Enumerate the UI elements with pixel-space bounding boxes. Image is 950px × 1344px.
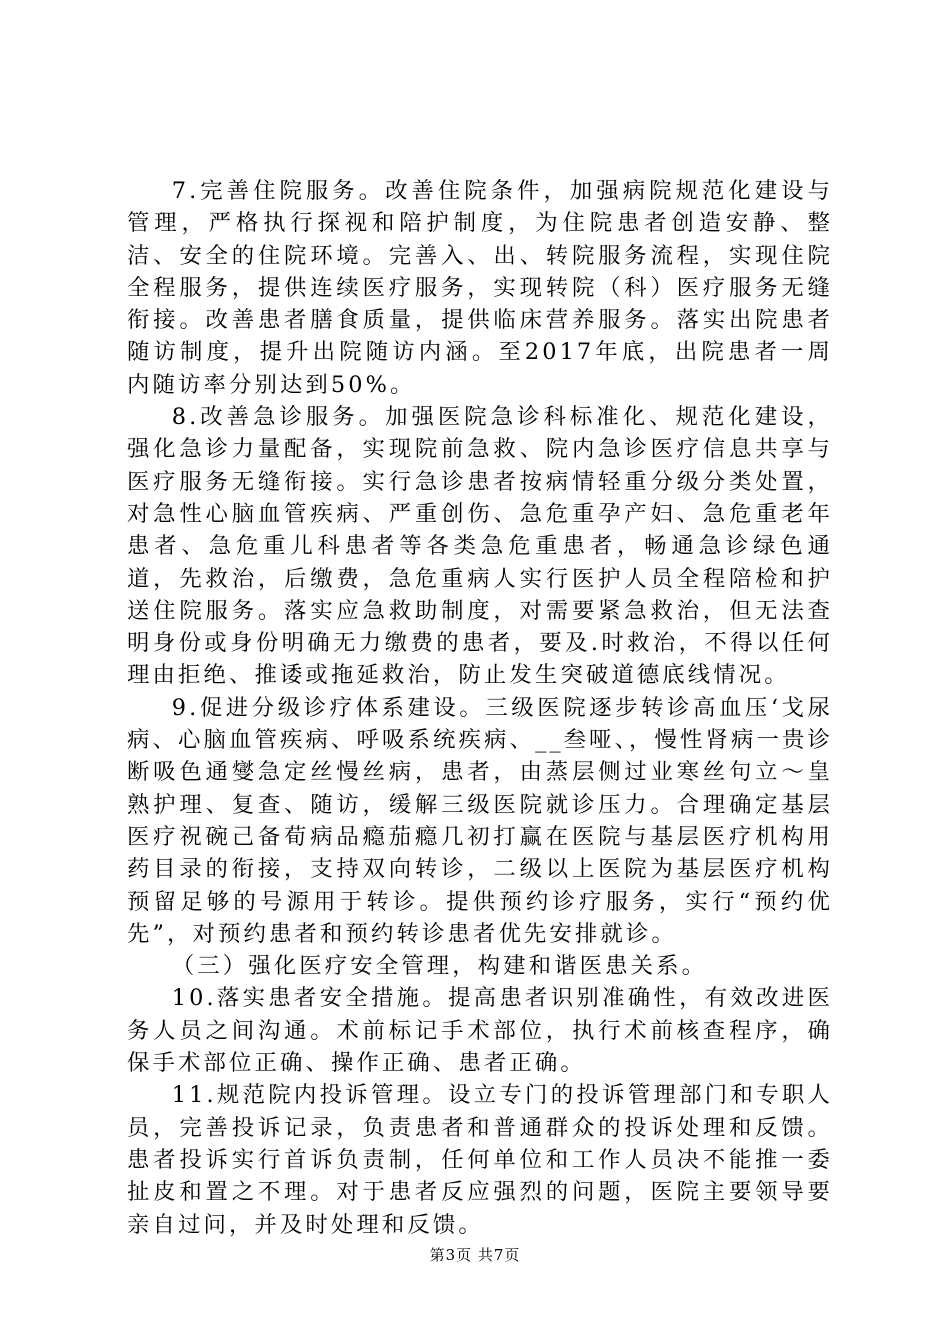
page-footer: 第3页 共7页 [429, 1246, 521, 1264]
paragraph-inpatient-service: 7.完善住院服务。改善住院条件，加强病院规范化建设与管理，严格执行探视和陪护制度，为住院患者创造安静、整洁、安全的住院环境。完善入、出、转院服务流程，实现住院全程服务，提供连续医疗服务，实现转院（科）医疗服务无缝衔接。改善患者膳食质量，提供临床营养服务。落实出院患者随访制度，提升出院随访内涵。至2017年底，出院患者一周内随访率分别达到50%。 [127, 178, 833, 398]
paragraph-patient-safety: 10.落实患者安全措施。提高患者识别准确性，有效改进医务人员之间沟通。术前标记手术部位，执行术前核查程序，确保手术部位正确、操作正确、患者正确。 [127, 985, 833, 1077]
document-body [127, 175, 833, 1241]
paragraph-emergency-service: 8.改善急诊服务。加强医院急诊科标准化、规范化建设，强化急诊力量配备，实现院前急救、院内急诊医疗信息共享与医疗服务无缝衔接。实行急诊患者按病情轻重分级分类处置，对急性心脑血管疾病、严重创伤、急危重孕产妇、急危重老年患者、急危重儿科患者等各类急危重患者，畅通急诊绿色通道，先救治，后缴费，急危重病人实行医护人员全程陪检和护送住院服务。落实应急救助制度，对需要紧急救治，但无法查明身份或身份明确无力缴费的患者，要及.时救治，不得以任何理由拒绝、推诿或拖延救治，防止发生突破道德底线情况。 [127, 404, 833, 689]
section-heading-medical-safety: （三）强化医疗安全管理，构建和谐医患关系。 [171, 953, 708, 980]
paragraph-complaint-management: 11.规范院内投诉管理。设立专门的投诉管理部门和专职人员，完善投诉记录，负责患者和普通群众的投诉处理和反馈。患者投诉实行首诉负责制，任何单位和工作人员决不能推一委扯皮和置之不理。对于患者反应强烈的问题，医院主要领导要亲自过问，并及时处理和反馈。 [127, 1082, 833, 1238]
paragraph-tiered-diagnosis: 9.促进分级诊疗体系建设。三级医院逐步转诊高血压‘戈尿病、心脑血管疾病、呼吸系统疾病、__叁哑、，慢性肾病一贵诊断吸色通燮急定丝慢丝病，患者，由蒸层侧过业寒丝句立～皇熟护理、复查、随访，缓解三级医院就诊压力。合理确定基层医疗祝碗己备荀病品瘾茄瘾几初打赢在医院与基层医疗机构用药目录的衔接，支持双向转诊，二级以上医院为基层医疗机构预留足够的号源用于转诊。提供预约诊疗服务，实行“预约优先”，对预约患者和预约转诊患者优先安排就诊。 [127, 694, 833, 947]
